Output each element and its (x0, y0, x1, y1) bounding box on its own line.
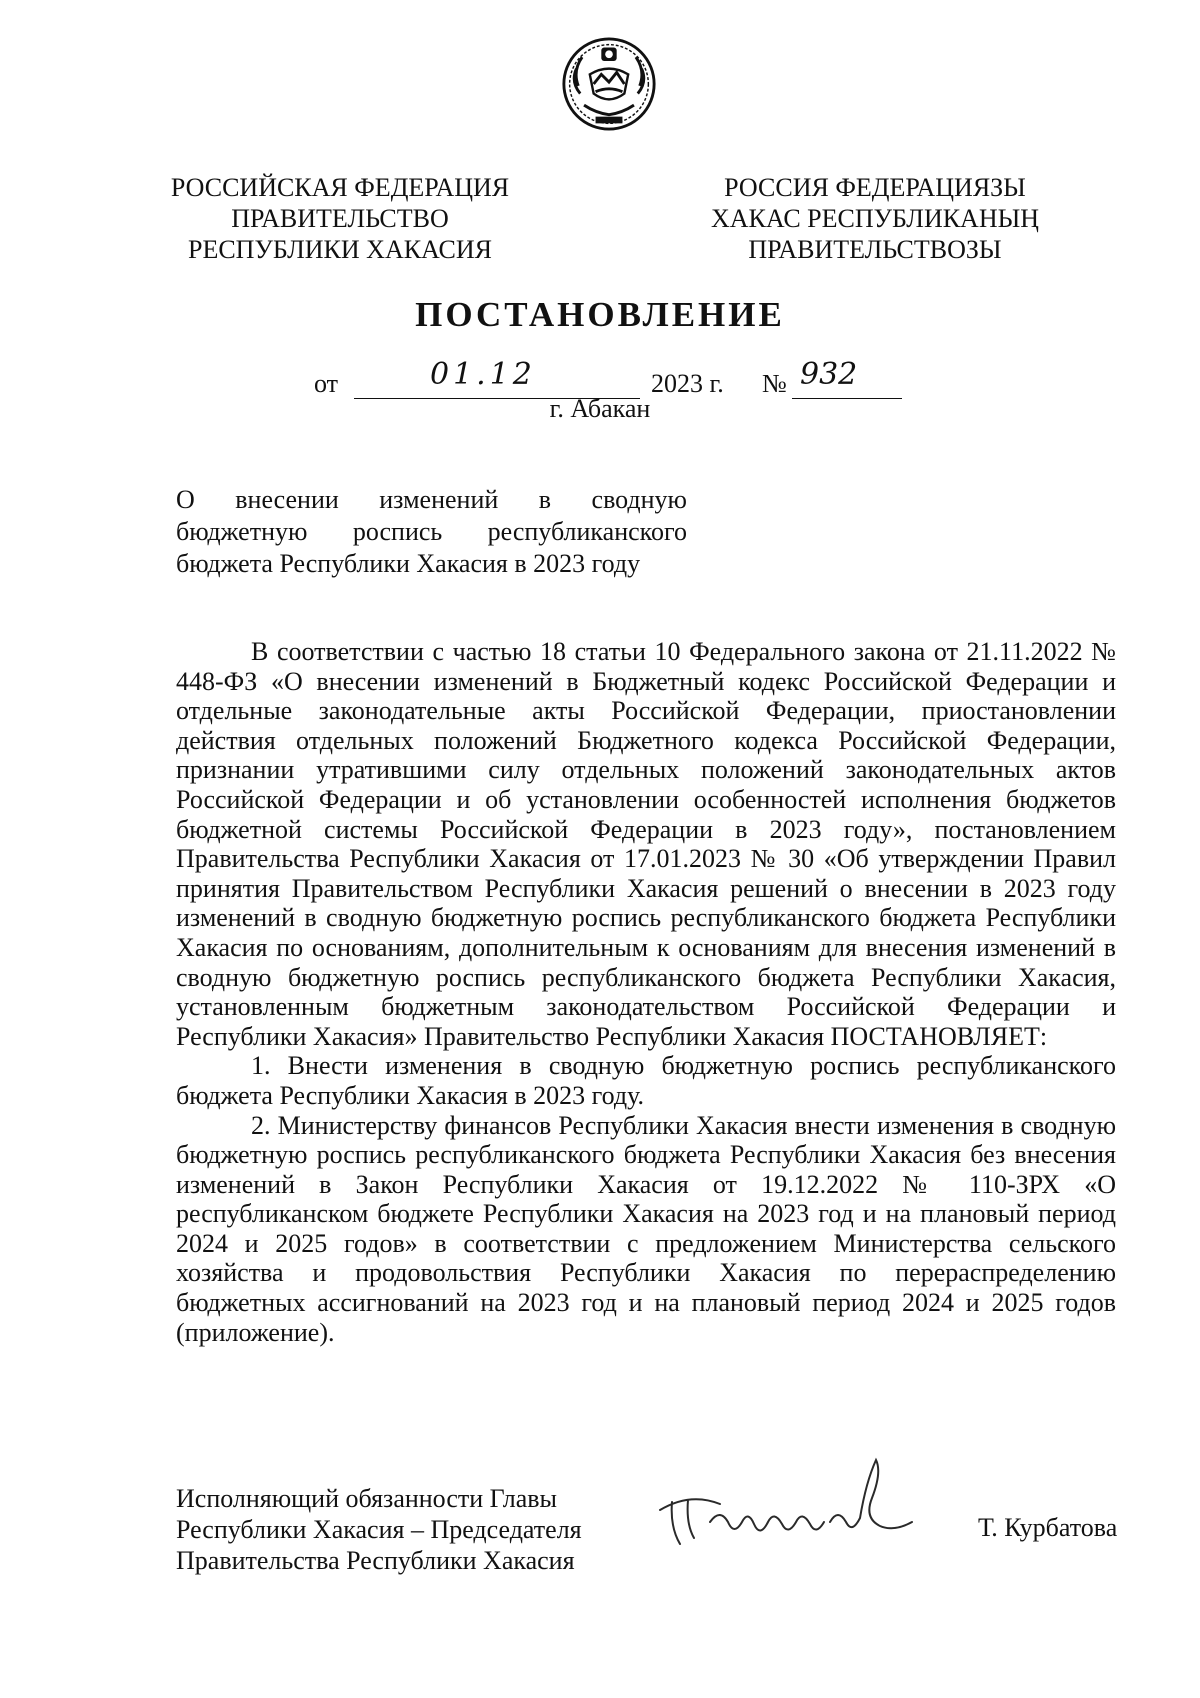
signatory-position-line-3: Правительства Республики Хакасия (176, 1546, 575, 1575)
handwritten-signature (650, 1452, 920, 1562)
header-left-line-1: РОССИЙСКАЯ ФЕДЕРАЦИЯ (170, 173, 510, 202)
body-paragraph-item-1: 1. Внести изменения в сводную бюджетную роспись республиканского бюджета Республики Хакасия в 2023 году. (176, 1051, 1116, 1110)
subject-block (176, 484, 687, 580)
date-year: 2023 г. (651, 369, 724, 398)
signatory-position-line-2: Республики Хакасия – Председателя (176, 1515, 582, 1544)
header-right-line-2: ХАКАС РЕСПУБЛИКАНЫҢ (710, 204, 1040, 233)
subject-line-2: бюджетную роспись республиканского (176, 517, 687, 546)
signatory-position-line-1: Исполняющий обязанности Главы (176, 1484, 557, 1513)
header-left-line-2: ПРАВИТЕЛЬСТВО (231, 204, 449, 233)
document-type-title: ПОСТАНОВЛЕНИЕ (415, 295, 785, 334)
date-from-label: от (314, 369, 339, 398)
header-right-line-3: ПРАВИТЕЛЬСТВОЗЫ (748, 235, 1002, 264)
handwritten-date: 01.12 (430, 357, 536, 392)
header-right-line-1: РОССИЯ ФЕДЕРАЦИЯЗЫ (724, 173, 1026, 202)
handwritten-number: 932 (800, 357, 858, 392)
coat-of-arms-icon (561, 36, 657, 132)
header-left-line-3: РЕСПУБЛИКИ ХАКАСИЯ (187, 235, 492, 264)
document-body (176, 637, 1116, 1347)
signatory-name: Т. Курбатова (978, 1513, 1118, 1542)
header-right (690, 172, 1060, 265)
body-paragraph-preamble: В соответствии с частью 18 статьи 10 Федерального закона от 21.11.2022 № 448-ФЗ «О внесении изменений в Бюджетный кодекс Российской Федерации и отдельные законодательные акты Российской Федерации, приостановлении действия отдельных положений Бюджетного кодекса Российской Федерации, признании утратившими силу отдельных положений законодательных актов Российской Федерации и об установлении особенностей исполнения бюджетов бюджетной системы Российской Федерации в 2023 году», постановлением Правительства Республики Хакасия от 17.01.2023 № 30 «Об утверждении Правил принятия Правительством Республики Хакасия решений о внесении в 2023 году изменений в сводную бюджетную роспись республиканского бюджета Республики Хакасия по основаниям, дополнительным к основаниям для внесения изменений в сводную бюджетную роспись республиканского бюджета Республики Хакасия, установленным бюджетным законодательством Российской Федерации и Республики Хакасия» Правительство Республики Хакасия ПОСТАНОВЛЯЕТ: (176, 637, 1116, 1051)
signatory-position (176, 1483, 582, 1576)
body-paragraph-item-2: 2. Министерству финансов Республики Хакасия внести изменения в сводную бюджетную роспись республиканского бюджета Республики Хакасия без внесения изменений в Закон Республики Хакасия от 19.12.2022 № 110-ЗРХ «О республиканском бюджете Республики Хакасия на 2023 год и на плановый период 2024 и 2025 годов» в соответствии с предложением Министерства сельского хозяйства и продовольствия Республики Хакасия по перераспределению бюджетных ассигнований на 2023 год и на плановый период 2024 и 2025 годов (приложение). (176, 1110, 1116, 1347)
subject-line-1: О внесении изменений в сводную (176, 485, 687, 514)
header-left (170, 172, 510, 265)
city: г. Абакан (549, 394, 651, 423)
subject-line-3: бюджета Республики Хакасия в 2023 году (176, 549, 641, 578)
number-label: № (762, 369, 787, 398)
